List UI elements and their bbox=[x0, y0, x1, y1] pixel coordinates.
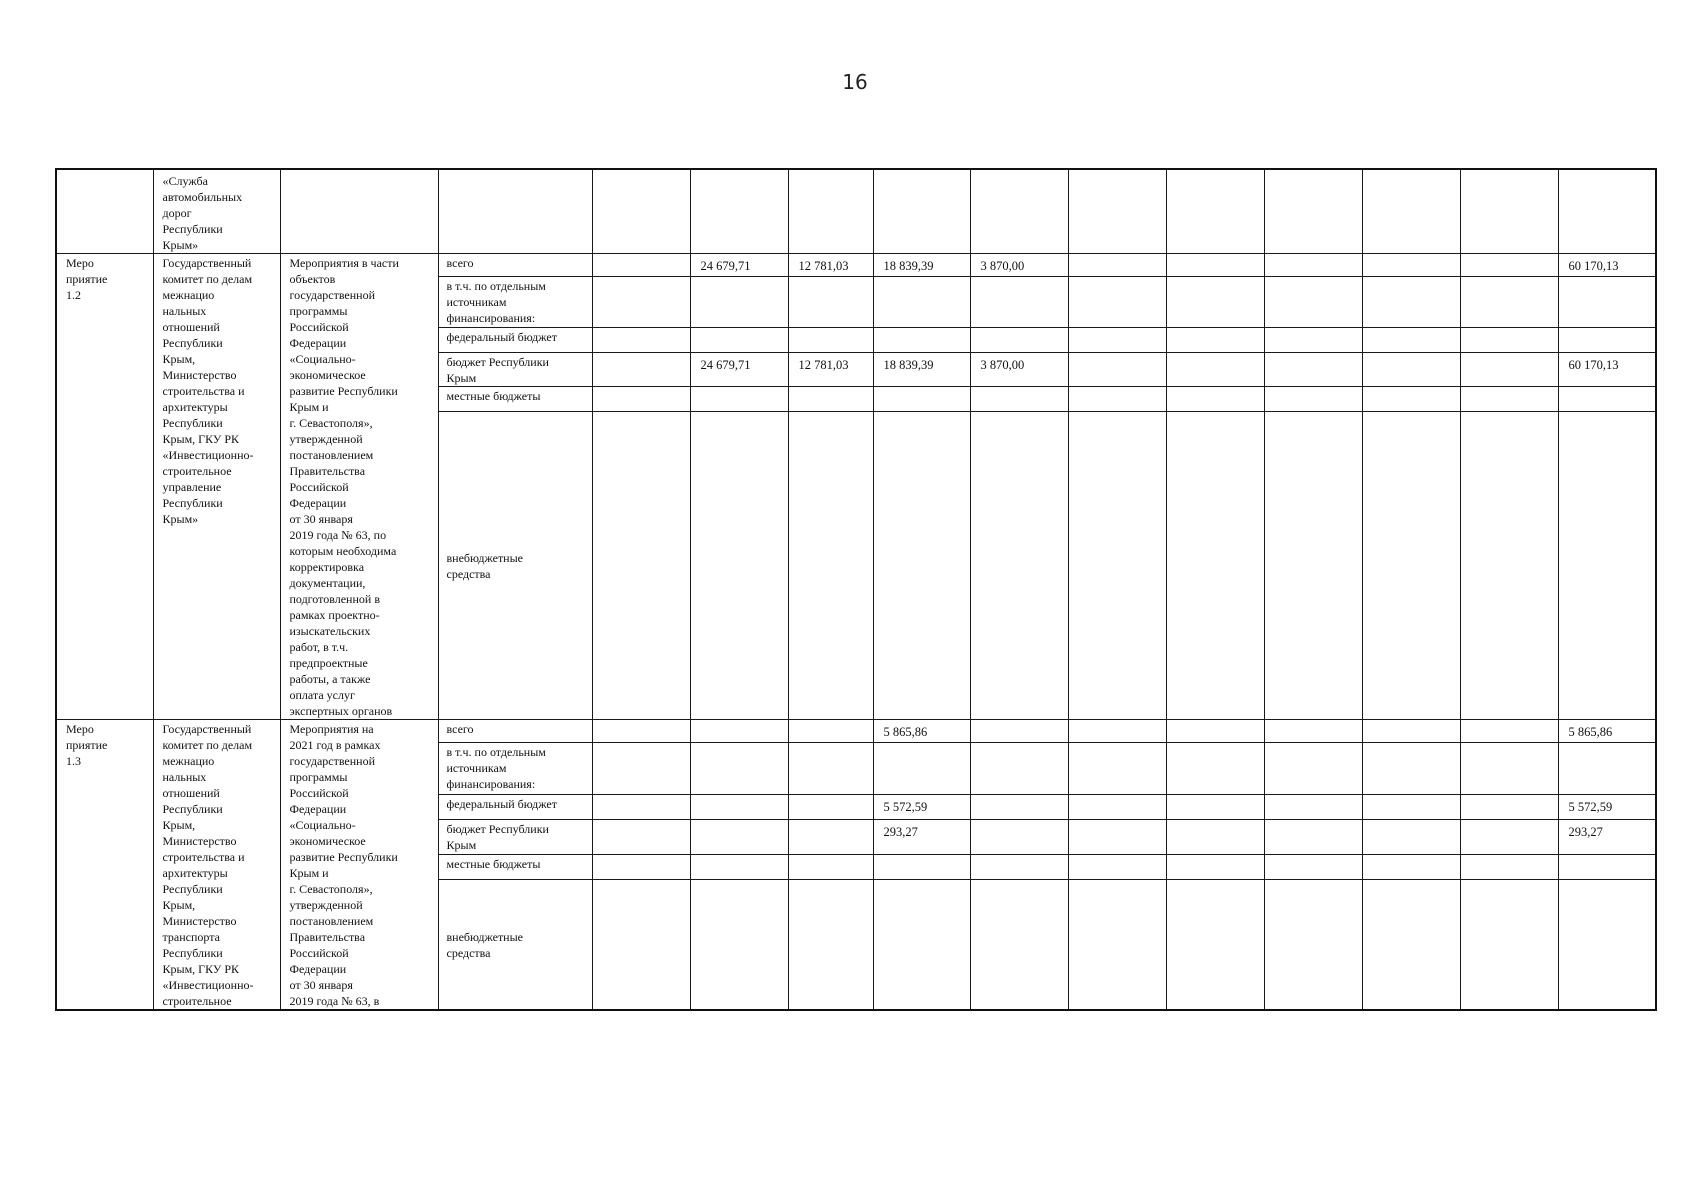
value-cell bbox=[690, 743, 788, 795]
value-cell bbox=[1558, 855, 1656, 880]
value-cell bbox=[1166, 277, 1264, 328]
value-cell: 5 865,86 bbox=[873, 719, 970, 743]
value-cell: 12 781,03 bbox=[788, 253, 873, 277]
value-cell bbox=[1362, 387, 1460, 412]
value-cell bbox=[592, 169, 690, 253]
value-cell bbox=[690, 277, 788, 328]
value-cell bbox=[1460, 880, 1558, 1010]
source-cell: всего bbox=[438, 719, 592, 743]
value-cell bbox=[592, 855, 690, 880]
value-cell: 3 870,00 bbox=[970, 253, 1068, 277]
source-cell: федеральный бюджет bbox=[438, 328, 592, 353]
value-cell: 5 572,59 bbox=[873, 795, 970, 820]
event-cell: Меро приятие 1.3 bbox=[56, 719, 153, 1010]
value-cell bbox=[1166, 411, 1264, 719]
value-cell bbox=[1558, 169, 1656, 253]
value-cell bbox=[1362, 855, 1460, 880]
value-cell bbox=[690, 411, 788, 719]
value-cell bbox=[873, 411, 970, 719]
table-row bbox=[56, 719, 1656, 743]
value-cell bbox=[970, 855, 1068, 880]
value-cell bbox=[1166, 743, 1264, 795]
source-cell: всего bbox=[438, 253, 592, 277]
value-cell bbox=[788, 795, 873, 820]
value-cell bbox=[1166, 880, 1264, 1010]
value-cell bbox=[1068, 253, 1166, 277]
value-cell bbox=[1068, 387, 1166, 412]
value-cell bbox=[970, 277, 1068, 328]
value-cell bbox=[873, 277, 970, 328]
value-cell bbox=[788, 719, 873, 743]
value-cell bbox=[1166, 855, 1264, 880]
value-cell bbox=[690, 387, 788, 412]
value-cell bbox=[1068, 855, 1166, 880]
value-cell bbox=[690, 169, 788, 253]
value-cell bbox=[970, 820, 1068, 855]
event-cell: Меро приятие 1.2 bbox=[56, 253, 153, 719]
value-cell bbox=[690, 820, 788, 855]
value-cell bbox=[1362, 253, 1460, 277]
value-cell bbox=[1068, 169, 1166, 253]
value-cell: 293,27 bbox=[873, 820, 970, 855]
value-cell bbox=[873, 880, 970, 1010]
value-cell bbox=[1264, 719, 1362, 743]
value-cell: 24 679,71 bbox=[690, 253, 788, 277]
value-cell: 5 572,59 bbox=[1558, 795, 1656, 820]
value-cell bbox=[1166, 169, 1264, 253]
value-cell bbox=[592, 277, 690, 328]
source-cell: бюджет Республики Крым bbox=[438, 352, 592, 387]
value-cell bbox=[1460, 253, 1558, 277]
value-cell: 60 170,13 bbox=[1558, 352, 1656, 387]
description-cell: Мероприятия в части объектов государственной программы Российской Федерации «Социально- экономическое развитие Республики Крым и г. Севастополя», утвержденной постановлением Правительства Российской Федерации от 30 января 2019 года № 63, по которым необходима корректировка документации, подготовленной в рамках проектно- изыскательских работ, в т.ч. предпроектные работы, а также оплата услуг экспертных органов bbox=[280, 253, 438, 719]
value-cell bbox=[1460, 328, 1558, 353]
value-cell bbox=[1558, 411, 1656, 719]
executor-cell: «Служба автомобильных дорог Республики Крым» bbox=[153, 169, 280, 253]
value-cell: 18 839,39 bbox=[873, 253, 970, 277]
value-cell bbox=[873, 169, 970, 253]
value-cell bbox=[1068, 820, 1166, 855]
value-cell bbox=[788, 743, 873, 795]
value-cell bbox=[1166, 820, 1264, 855]
value-cell bbox=[1264, 795, 1362, 820]
source-cell: в т.ч. по отдельным источникам финансирования: bbox=[438, 277, 592, 328]
value-cell bbox=[1166, 253, 1264, 277]
value-cell bbox=[1362, 820, 1460, 855]
value-cell: 5 865,86 bbox=[1558, 719, 1656, 743]
source-cell: бюджет Республики Крым bbox=[438, 820, 592, 855]
value-cell bbox=[1264, 880, 1362, 1010]
value-cell bbox=[592, 411, 690, 719]
value-cell bbox=[592, 795, 690, 820]
value-cell: 18 839,39 bbox=[873, 352, 970, 387]
source-cell: федеральный бюджет bbox=[438, 795, 592, 820]
description-cell: Мероприятия на 2021 год в рамках государственной программы Российской Федерации «Социально- экономическое развитие Республики Крым и г. Севастополя», утвержденной постановлением Правительства Российской Федерации от 30 января 2019 года № 63, в bbox=[280, 719, 438, 1010]
value-cell bbox=[788, 277, 873, 328]
value-cell bbox=[970, 719, 1068, 743]
table-body bbox=[56, 169, 1656, 1010]
description-cell bbox=[280, 169, 438, 253]
budget-table bbox=[55, 168, 1657, 1011]
value-cell bbox=[1362, 411, 1460, 719]
value-cell bbox=[788, 169, 873, 253]
source-cell bbox=[438, 169, 592, 253]
value-cell bbox=[1264, 855, 1362, 880]
value-cell: 12 781,03 bbox=[788, 352, 873, 387]
value-cell bbox=[1460, 387, 1558, 412]
value-cell bbox=[1460, 169, 1558, 253]
value-cell bbox=[1166, 387, 1264, 412]
value-cell bbox=[1068, 743, 1166, 795]
value-cell bbox=[690, 855, 788, 880]
value-cell bbox=[873, 387, 970, 412]
value-cell bbox=[592, 880, 690, 1010]
value-cell bbox=[1068, 328, 1166, 353]
value-cell bbox=[1264, 328, 1362, 353]
value-cell bbox=[873, 855, 970, 880]
value-cell bbox=[1362, 352, 1460, 387]
value-cell bbox=[1166, 328, 1264, 353]
table-row bbox=[56, 253, 1656, 277]
value-cell bbox=[873, 743, 970, 795]
value-cell bbox=[1460, 719, 1558, 743]
value-cell bbox=[1460, 277, 1558, 328]
value-cell bbox=[1558, 277, 1656, 328]
value-cell bbox=[1362, 169, 1460, 253]
value-cell bbox=[690, 719, 788, 743]
source-cell: в т.ч. по отдельным источникам финансирования: bbox=[438, 743, 592, 795]
value-cell: 60 170,13 bbox=[1558, 253, 1656, 277]
value-cell bbox=[1264, 820, 1362, 855]
value-cell: 293,27 bbox=[1558, 820, 1656, 855]
value-cell bbox=[1068, 352, 1166, 387]
value-cell bbox=[788, 880, 873, 1010]
executor-cell: Государственный комитет по делам межнацио нальных отношений Республики Крым, Министерство строительства и архитектуры Республики Крым, Министерство транспорта Республики Крым, ГКУ РК «Инвестиционно- строительное bbox=[153, 719, 280, 1010]
value-cell bbox=[1460, 795, 1558, 820]
value-cell bbox=[592, 719, 690, 743]
value-cell bbox=[1558, 328, 1656, 353]
value-cell bbox=[1460, 820, 1558, 855]
value-cell bbox=[690, 880, 788, 1010]
value-cell bbox=[788, 328, 873, 353]
executor-cell: Государственный комитет по делам межнацио нальных отношений Республики Крым, Министерство строительства и архитектуры Республики Крым, ГКУ РК «Инвестиционно- строительное управление Республики Крым» bbox=[153, 253, 280, 719]
value-cell bbox=[788, 855, 873, 880]
source-cell: внебюджетные средства bbox=[438, 880, 592, 1010]
value-cell bbox=[873, 328, 970, 353]
value-cell bbox=[1264, 352, 1362, 387]
value-cell bbox=[592, 743, 690, 795]
value-cell bbox=[1460, 411, 1558, 719]
value-cell bbox=[970, 387, 1068, 412]
value-cell bbox=[1362, 795, 1460, 820]
value-cell bbox=[1264, 387, 1362, 412]
value-cell bbox=[1362, 880, 1460, 1010]
value-cell bbox=[970, 411, 1068, 719]
value-cell bbox=[788, 411, 873, 719]
value-cell bbox=[1264, 253, 1362, 277]
source-cell: местные бюджеты bbox=[438, 855, 592, 880]
value-cell bbox=[1166, 352, 1264, 387]
value-cell bbox=[1362, 719, 1460, 743]
value-cell bbox=[788, 820, 873, 855]
event-cell bbox=[56, 169, 153, 253]
value-cell bbox=[690, 328, 788, 353]
value-cell bbox=[970, 743, 1068, 795]
value-cell bbox=[592, 820, 690, 855]
value-cell bbox=[592, 352, 690, 387]
value-cell bbox=[1460, 352, 1558, 387]
value-cell bbox=[592, 387, 690, 412]
value-cell bbox=[1068, 795, 1166, 820]
value-cell bbox=[1460, 743, 1558, 795]
value-cell bbox=[1460, 855, 1558, 880]
value-cell bbox=[970, 169, 1068, 253]
value-cell bbox=[1362, 743, 1460, 795]
value-cell bbox=[690, 795, 788, 820]
source-cell: внебюджетные средства bbox=[438, 411, 592, 719]
value-cell bbox=[1264, 277, 1362, 328]
value-cell bbox=[1068, 880, 1166, 1010]
value-cell bbox=[970, 795, 1068, 820]
value-cell bbox=[1068, 277, 1166, 328]
value-cell bbox=[592, 253, 690, 277]
value-cell bbox=[1362, 328, 1460, 353]
value-cell bbox=[788, 387, 873, 412]
source-cell: местные бюджеты bbox=[438, 387, 592, 412]
value-cell: 3 870,00 bbox=[970, 352, 1068, 387]
value-cell bbox=[1264, 743, 1362, 795]
page-number: 16 bbox=[842, 70, 868, 94]
table-row bbox=[56, 169, 1656, 253]
value-cell bbox=[970, 880, 1068, 1010]
value-cell bbox=[1264, 411, 1362, 719]
value-cell bbox=[970, 328, 1068, 353]
value-cell bbox=[1166, 795, 1264, 820]
value-cell bbox=[592, 328, 690, 353]
value-cell bbox=[1558, 387, 1656, 412]
value-cell bbox=[1264, 169, 1362, 253]
value-cell bbox=[1068, 411, 1166, 719]
value-cell: 24 679,71 bbox=[690, 352, 788, 387]
value-cell bbox=[1558, 880, 1656, 1010]
value-cell bbox=[1558, 743, 1656, 795]
value-cell bbox=[1166, 719, 1264, 743]
value-cell bbox=[1068, 719, 1166, 743]
value-cell bbox=[1362, 277, 1460, 328]
